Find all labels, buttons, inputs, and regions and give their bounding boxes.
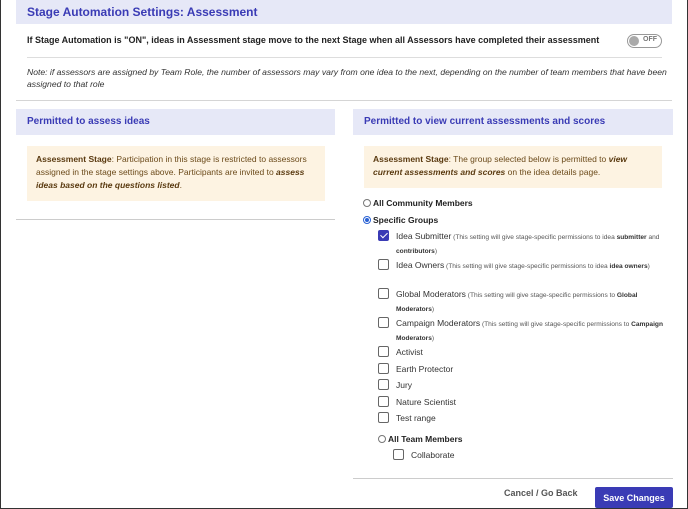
assess-panel-title: Permitted to assess ideas xyxy=(16,109,335,135)
radio-label: Specific Groups xyxy=(373,215,439,225)
radio-button[interactable] xyxy=(363,216,371,224)
hint-text: (This setting will give stage-specific permissions to xyxy=(467,292,617,299)
checkbox[interactable] xyxy=(378,317,389,328)
checkbox[interactable] xyxy=(378,396,389,407)
info-emphasis: view current assessments and scores xyxy=(373,154,628,177)
group-name: Campaign Moderators xyxy=(396,318,481,328)
hint-text: ) xyxy=(434,248,438,255)
view-permissions-panel xyxy=(353,109,673,479)
automation-title: Stage Automation Settings: Assessment xyxy=(16,0,672,24)
radio-all-community[interactable] xyxy=(363,198,473,208)
hint-text: ) xyxy=(431,306,435,313)
assess-permissions-panel xyxy=(16,109,335,220)
group-option-label xyxy=(396,288,668,316)
radio-label: All Community Members xyxy=(373,198,473,208)
group-name: Test range xyxy=(396,413,436,423)
group-name: Idea Owners xyxy=(396,260,445,270)
group-option-label xyxy=(396,259,650,273)
stage-automation-section xyxy=(16,0,672,101)
hint-text: Campaign Moderators xyxy=(396,321,663,342)
info-text: : The group selected below is permitted to xyxy=(448,154,609,164)
hint-text: (This setting will give stage-specific permissions to idea xyxy=(453,234,617,241)
group-option-label xyxy=(396,396,456,409)
automation-rule-text: If Stage Automation is "ON", ideas in Assessment stage move to the next Stage when all Assessors have completed their assessment xyxy=(27,35,600,45)
group-name: Jury xyxy=(396,380,413,390)
group-name: Idea Submitter xyxy=(396,231,452,241)
group-name: Global Moderators xyxy=(396,289,466,299)
group-option[interactable] xyxy=(378,379,668,392)
toggle-state-label: OFF xyxy=(643,36,657,43)
toggle-knob xyxy=(629,36,639,46)
hint-text: Global Moderators xyxy=(396,292,638,313)
group-hint xyxy=(444,263,650,270)
group-option-label xyxy=(396,412,436,425)
info-text: : Participation in this stage is restricted to assessors assigned in the stage settings above. Participants are invited to xyxy=(36,154,307,177)
assess-info-box xyxy=(27,146,325,201)
group-option-label xyxy=(396,230,668,258)
radio-specific-groups[interactable] xyxy=(363,215,438,225)
automation-toggle[interactable] xyxy=(627,34,662,48)
team-option[interactable] xyxy=(393,449,683,462)
hint-text: (This setting will give stage-specific permissions to xyxy=(481,321,632,328)
checkbox[interactable] xyxy=(378,412,389,423)
radio-button[interactable] xyxy=(378,435,386,443)
checkbox[interactable] xyxy=(378,259,389,270)
hint-text: ) xyxy=(647,263,650,270)
hint-text: (This setting will give stage-specific permissions to idea xyxy=(446,263,610,270)
team-option-label: Collaborate xyxy=(411,450,455,460)
info-tail: on the idea details page. xyxy=(505,167,601,177)
group-option-label xyxy=(396,346,423,359)
checkbox[interactable] xyxy=(378,363,389,374)
view-info-box xyxy=(364,146,662,188)
group-option[interactable] xyxy=(378,230,668,258)
group-option[interactable] xyxy=(378,317,668,345)
group-name: Earth Protector xyxy=(396,364,454,374)
save-changes-button[interactable]: Save Changes xyxy=(595,487,673,508)
group-option[interactable] xyxy=(378,396,668,409)
group-option-label xyxy=(396,317,668,345)
checkbox[interactable] xyxy=(378,379,389,390)
checkbox[interactable] xyxy=(378,230,389,241)
group-option[interactable] xyxy=(378,363,668,376)
checkbox[interactable] xyxy=(393,449,404,460)
radio-button[interactable] xyxy=(363,199,371,207)
cancel-button[interactable]: Cancel / Go Back xyxy=(504,488,578,498)
group-option-label xyxy=(396,379,412,392)
group-name: Nature Scientist xyxy=(396,397,456,407)
info-tail: . xyxy=(179,180,182,190)
group-option[interactable] xyxy=(378,288,668,316)
checkbox[interactable] xyxy=(378,288,389,299)
group-option-label xyxy=(396,363,453,376)
hint-text: submitter xyxy=(616,234,647,241)
view-panel-title: Permitted to view current assessments and scores xyxy=(353,109,673,135)
group-option[interactable] xyxy=(378,259,668,273)
automation-note: Note: if assessors are assigned by Team Role, the number of assessors may vary from one idea to the next, depending on the number of team members that have been assigned to that role xyxy=(27,67,667,89)
radio-label: All Team Members xyxy=(388,434,463,444)
hint-text: and xyxy=(646,234,660,241)
group-option[interactable] xyxy=(378,346,668,359)
info-lead: Assessment Stage xyxy=(36,154,112,164)
checkbox[interactable] xyxy=(378,346,389,357)
group-option[interactable] xyxy=(378,412,668,425)
hint-text: ) xyxy=(431,335,435,342)
hint-text: idea owners xyxy=(609,263,648,270)
radio-all-team-members[interactable] xyxy=(378,434,462,444)
info-emphasis: assess ideas based on the questions listed xyxy=(36,167,305,190)
group-name: Activist xyxy=(396,347,423,357)
hint-text: contributors xyxy=(396,248,435,255)
divider xyxy=(27,57,662,58)
info-lead: Assessment Stage xyxy=(373,154,449,164)
